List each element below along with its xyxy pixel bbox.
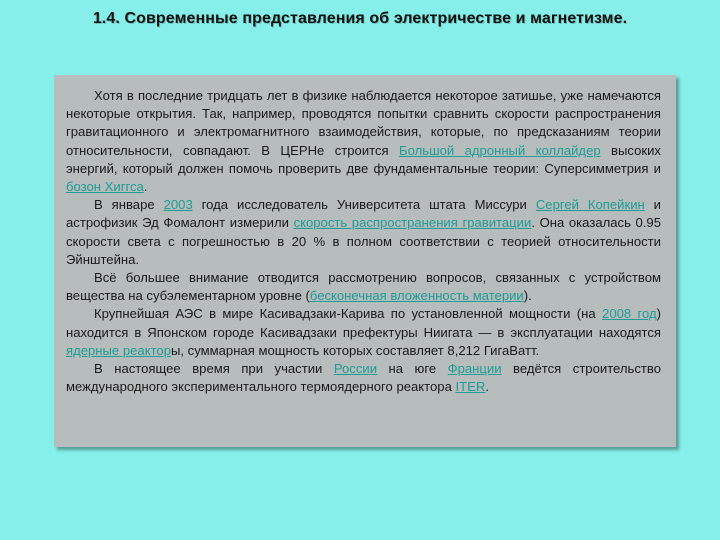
paragraph-text: Крупнейшая АЭС в мире Касивадзаки-Карива по установленной мощности (на: [94, 306, 603, 322]
paragraph-text: . Она оказалась 0.95 скорости света с погрешностью в 20 % в полном соответствии с теорией относительности Эйнштейна.: [66, 215, 661, 267]
paragraph-text: ) находится в Японском городе Касивадзаки префектуры Ниигата — в эксплуатации находятся: [66, 306, 661, 340]
hyperlink[interactable]: 2003: [163, 197, 193, 213]
paragraph-text: Всё большее внимание отводится рассмотрению вопросов, связанных с устройством вещества на субэлементарном уровне (: [66, 270, 661, 304]
paragraph-text: года исследователь Университета штата Миссури: [192, 197, 536, 213]
paragraph: [66, 87, 661, 196]
paragraph: [66, 269, 661, 305]
paragraph-text: .: [143, 179, 148, 195]
hyperlink[interactable]: бесконечная вложенность материи: [309, 288, 524, 304]
slide-title: 1.4. Современные представления об электричестве и магнетизме.: [92, 10, 628, 27]
paragraph-text: В настоящее время при участии: [94, 361, 334, 377]
paragraph: [66, 360, 661, 396]
paragraph-text: В январе: [94, 197, 164, 213]
paragraph-text: Хотя в последние тридцать лет в физике наблюдается некоторое затишье, уже намечаются некоторые открытия. Так, например, проводятся попытки сравнить скорости распространения гравитационного и электромагнитного взаимодействия, которые, по предсказаниям теории относительности, совпадают. В ЦЕРНе строится: [66, 88, 661, 158]
paragraph-text: ведётся строительство международного экспериментального термоядерного реактора: [66, 361, 661, 395]
paragraph-text: высоких энергий, который должен помочь проверить две фундаментальные теории: Суперсимметрия и: [66, 142, 661, 176]
hyperlink[interactable]: ядерные реактор: [66, 342, 171, 358]
paragraph: [66, 196, 661, 269]
body-text: [66, 87, 661, 396]
hyperlink[interactable]: ITER: [455, 379, 486, 395]
hyperlink[interactable]: скорость распространения гравитации: [293, 215, 532, 231]
hyperlink[interactable]: 2008 год: [602, 306, 657, 322]
paragraph-text: ы, суммарная мощность которых составляет 8,212 ГигаВатт.: [171, 342, 540, 358]
hyperlink[interactable]: Большой адронный коллайдер: [399, 142, 601, 158]
hyperlink[interactable]: Сергей Копейкин: [535, 197, 645, 213]
hyperlink[interactable]: России: [333, 361, 378, 377]
paragraph-text: .: [485, 379, 489, 395]
paragraph: [66, 305, 661, 360]
paragraph-text: ).: [523, 288, 532, 304]
hyperlink[interactable]: Франции: [447, 361, 502, 377]
paragraph-text: на юге: [377, 361, 448, 377]
hyperlink[interactable]: бозон Хиггса: [66, 179, 144, 195]
paragraph-text: и астрофизик Эд Фомалонт измерили: [66, 197, 662, 231]
